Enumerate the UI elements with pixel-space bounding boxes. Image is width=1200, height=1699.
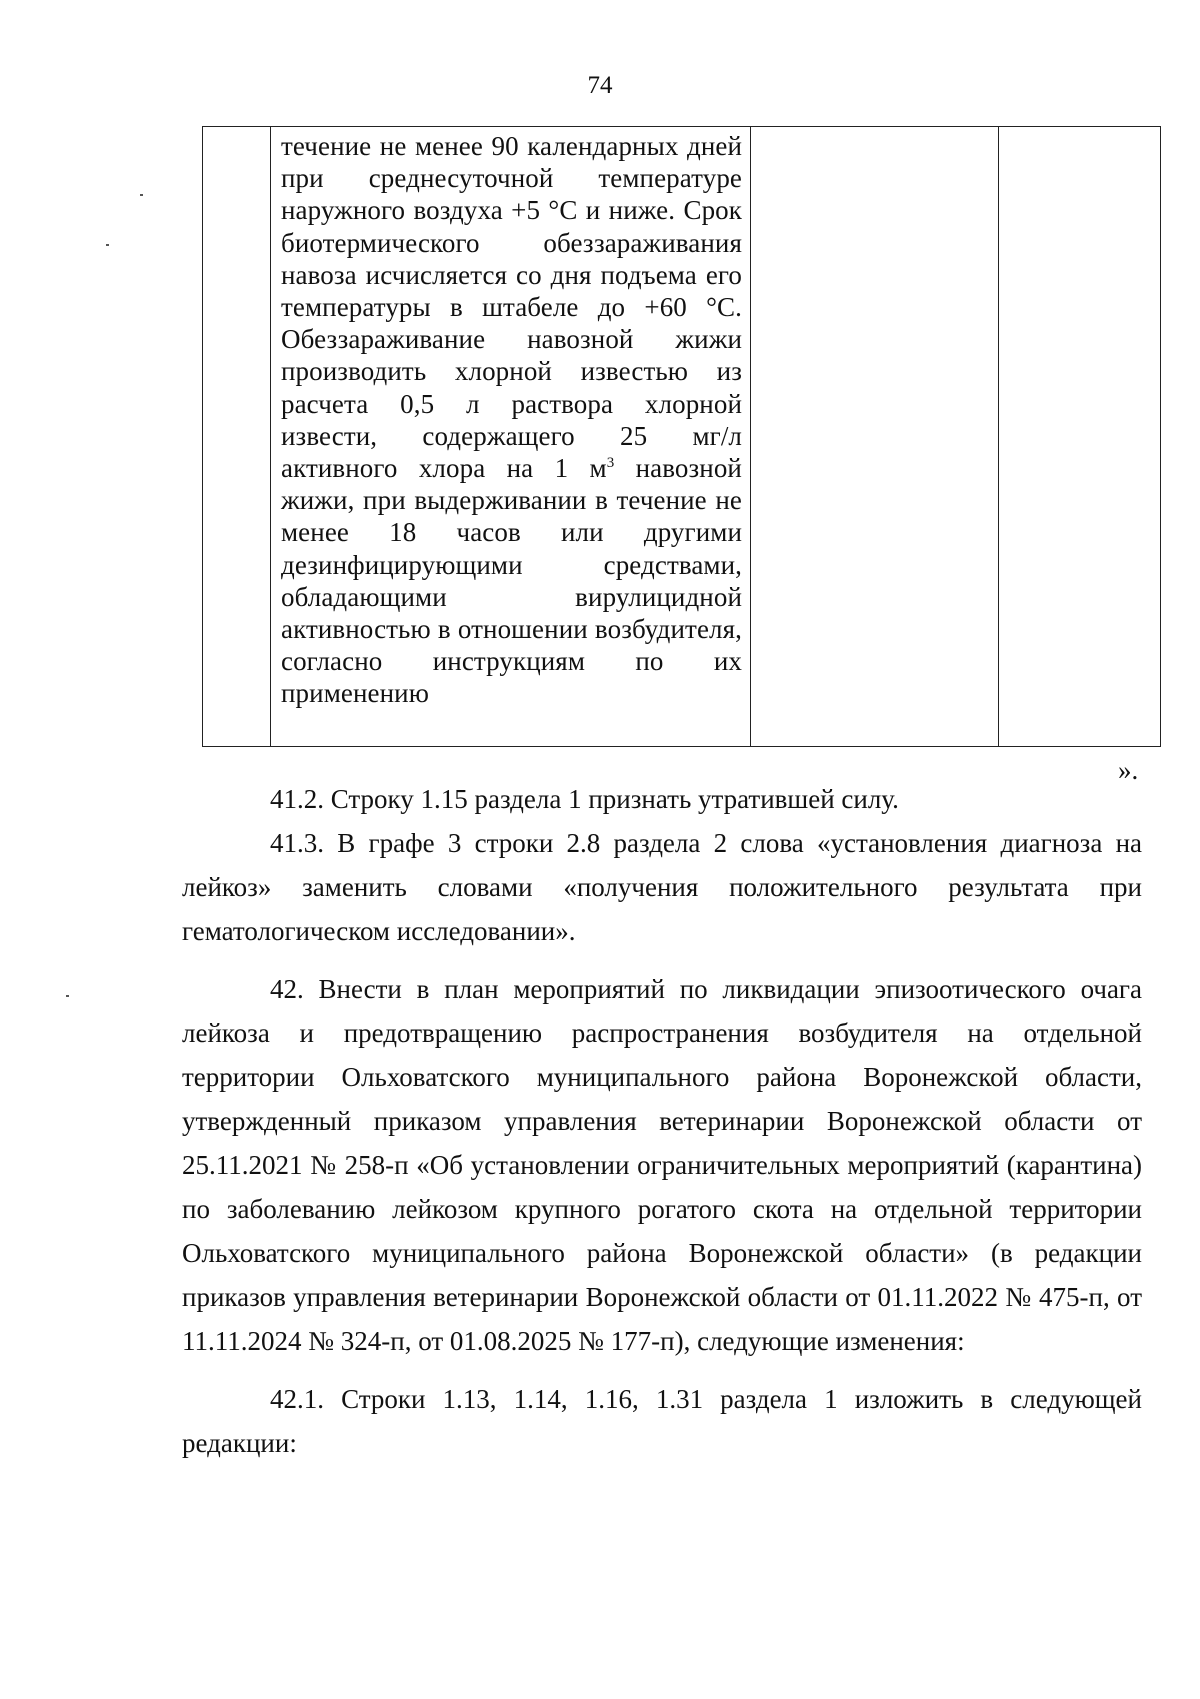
paragraph-42-1: 42.1. Строки 1.13, 1.14, 1.16, 1.31 раздела 1 изложить в следующей редакции:	[182, 1384, 1142, 1458]
measures-text	[271, 127, 750, 712]
measures-text-part-2: навозной жижи, при выдерживании в течение не менее 18 часов или другими дезинфицирующими средствами, обладающими вирулицидной активностью в отношении возбудителя, согласно инструкциям по их применению	[281, 453, 742, 709]
scan-speck	[140, 194, 143, 196]
paragraph-42: 42. Внести в план мероприятий по ликвидации эпизоотического очага лейкоза и предотвращению распространения возбудителя на отдельной территории Ольховатского муниципального района Воронежской области, утвержденный приказом управления ветеринарии Воронежской области от 25.11.2021 № 258-п «Об установлении ограничительных мероприятий (карантина) по заболеванию лейкозом крупного рогатого скота на отдельной территории Ольховатского муниципального района Воронежской области» (в редакции приказов управления ветеринарии Воронежской области от 01.11.2022 № 475-п, от 11.11.2024 № 324-п, от 01.08.2025 № 177-п), следующие изменения:	[182, 974, 1142, 1356]
table-cell-number	[203, 127, 271, 747]
page-number: 74	[587, 72, 613, 99]
table-cell-responsible	[999, 127, 1161, 747]
body-text	[182, 777, 1142, 1465]
table-cell-measures	[271, 127, 751, 747]
closing-quote: ».	[1118, 755, 1139, 785]
paragraph-41-2: 41.2. Строку 1.15 раздела 1 признать утратившей силу.	[270, 784, 899, 814]
continued-table	[202, 126, 1161, 747]
measures-text-part-1: течение не менее 90 календарных дней при среднесуточной температуре наружного воздуха +5 °С и ниже. Срок биотермического обеззараживания навоза исчисляется со дня подъема его температуры в штабеле до +60 °С. Обеззараживание навозной жижи производить хлорной известью из расчета 0,5 л раствора хлорной извести, содержащего 25 мг/л активного хлора на 1 м	[281, 131, 742, 484]
scan-speck	[66, 995, 69, 997]
table-row	[203, 127, 1161, 747]
paragraph-41-3: 41.3. В графе 3 строки 2.8 раздела 2 слова «установления диагноза на лейкоз» заменить словами «получения положительного результата при гематологическом исследовании».	[182, 828, 1142, 946]
table-cell-deadline	[751, 127, 999, 747]
superscript-three: 3	[606, 455, 615, 472]
scan-speck	[106, 244, 109, 246]
